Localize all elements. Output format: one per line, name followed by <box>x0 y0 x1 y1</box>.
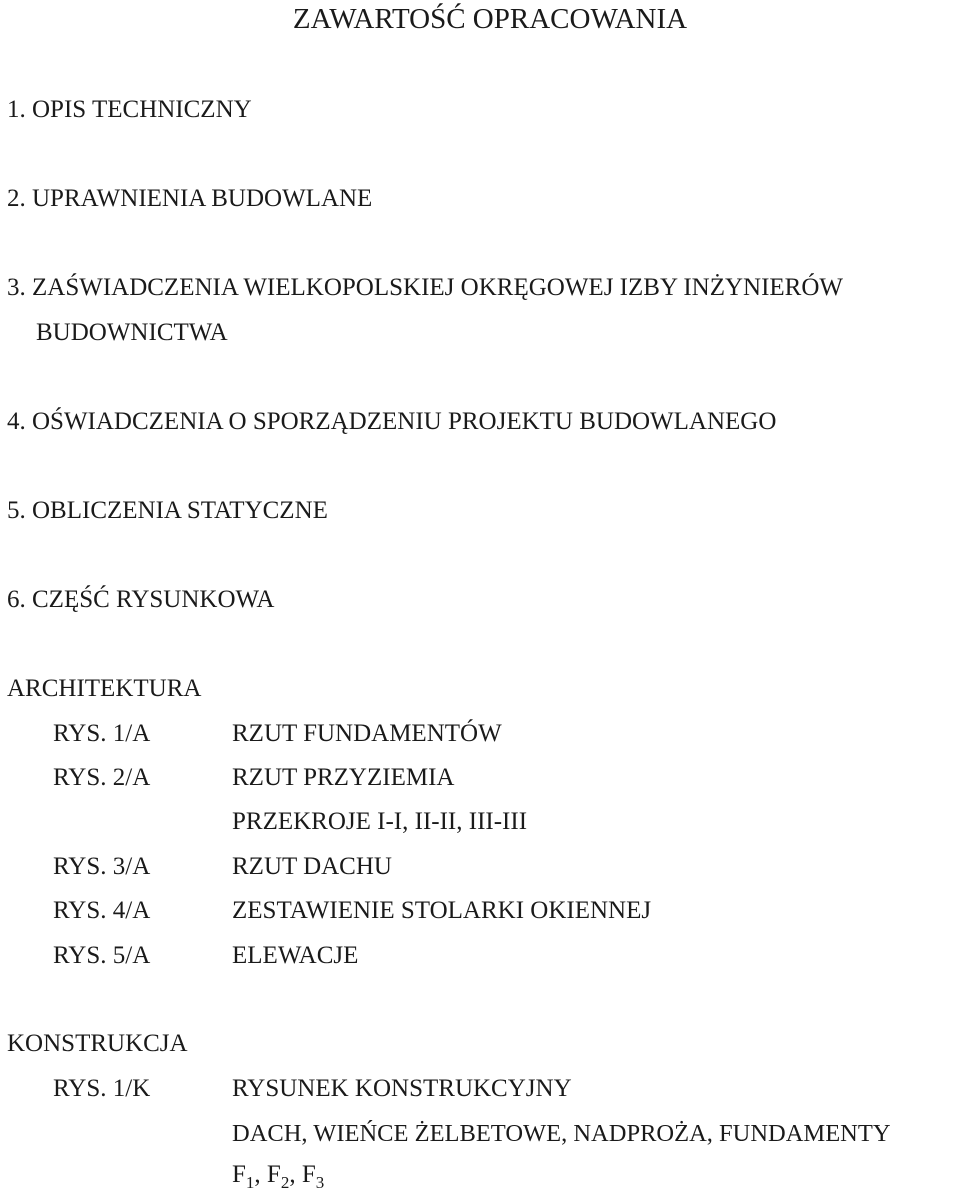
drawing-code: RYS. 2/A <box>53 764 151 791</box>
drawing-description: RYSUNEK KONSTRUKCYJNY <box>232 1075 572 1102</box>
toc-item-2: 2. UPRAWNIENIA BUDOWLANE <box>7 185 373 212</box>
page-title: ZAWARTOŚĆ OPRACOWANIA <box>292 3 688 35</box>
drawing-description: RZUT FUNDAMENTÓW <box>232 720 502 747</box>
subscript-1: 1 <box>245 1173 255 1192</box>
toc-item-3-continuation: BUDOWNICTWA <box>36 319 228 346</box>
toc-item-1: 1. OPIS TECHNICZNY <box>7 96 252 123</box>
toc-item-6: 6. CZĘŚĆ RYSUNKOWA <box>7 586 275 613</box>
section-heading-konstrukcja: KONSTRUKCJA <box>7 1030 188 1057</box>
drawing-description: RZUT PRZYZIEMIA <box>232 764 455 791</box>
foundation-labels <box>232 1160 324 1192</box>
foundation-f-letter: F <box>232 1161 246 1188</box>
drawing-code: RYS. 4/A <box>53 897 151 924</box>
drawing-description: RZUT DACHU <box>232 853 392 880</box>
drawing-code: RYS. 1/A <box>53 720 151 747</box>
drawing-code: RYS. 5/A <box>53 942 151 969</box>
drawing-code: RYS. 3/A <box>53 853 151 880</box>
subscript-3: 3 <box>315 1173 325 1192</box>
drawing-description: PRZEKROJE I-I, II-II, III-III <box>232 808 528 835</box>
drawing-description: DACH, WIEŃCE ŻELBETOWE, NADPROŻA, FUNDAMENTY <box>232 1120 891 1147</box>
toc-item-4: 4. OŚWIADCZENIA O SPORZĄDZENIU PROJEKTU BUDOWLANEGO <box>7 408 777 435</box>
separator: , F <box>289 1161 316 1188</box>
drawing-description: ELEWACJE <box>232 942 359 969</box>
toc-item-5: 5. OBLICZENIA STATYCZNE <box>7 497 328 524</box>
toc-item-3: 3. ZAŚWIADCZENIA WIELKOPOLSKIEJ OKRĘGOWEJ IZBY INŻYNIERÓW <box>7 274 843 301</box>
subscript-2: 2 <box>280 1173 290 1192</box>
separator: , F <box>254 1161 281 1188</box>
section-heading-architektura: ARCHITEKTURA <box>7 675 202 702</box>
drawing-code: RYS. 1/K <box>53 1075 151 1102</box>
drawing-description: ZESTAWIENIE STOLARKI OKIENNEJ <box>232 897 652 924</box>
